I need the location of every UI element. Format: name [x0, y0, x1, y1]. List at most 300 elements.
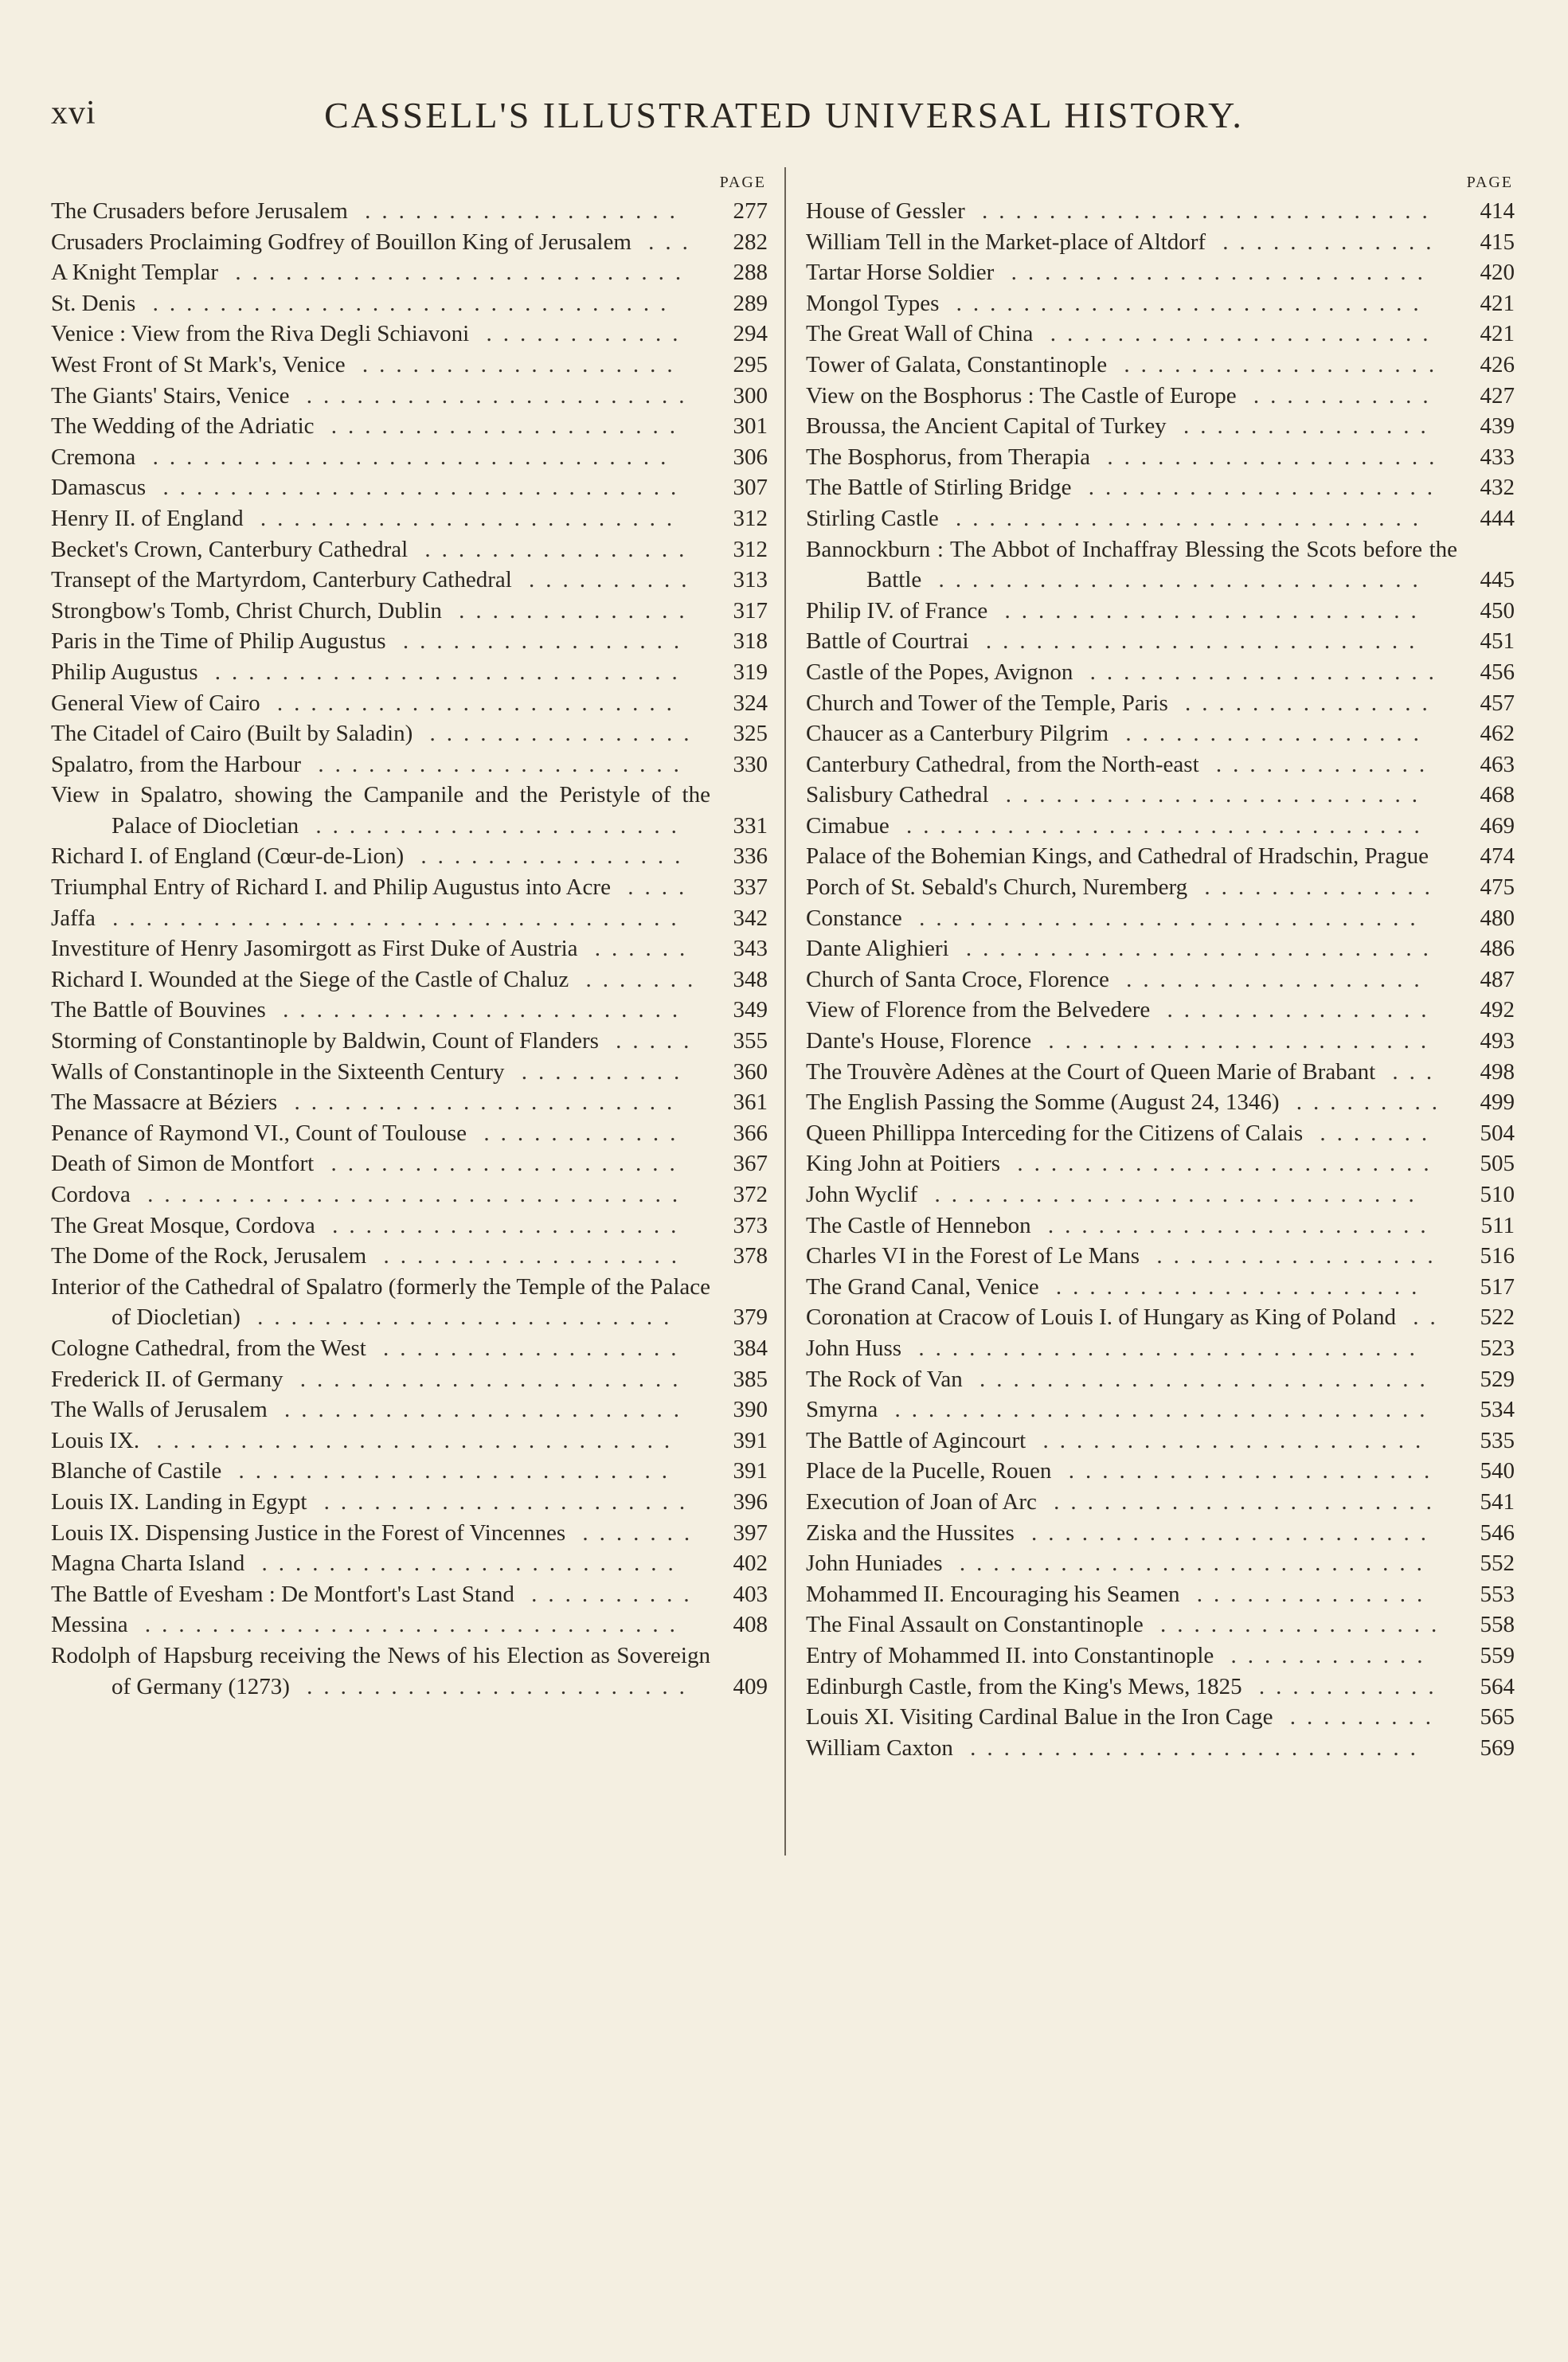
entry-title — [806, 1518, 1457, 1549]
entry-title-text: The Dome of the Rock, Jerusalem — [51, 1243, 367, 1269]
list-item — [51, 626, 768, 657]
list-item — [51, 1456, 768, 1487]
leader-dots: ........................... — [218, 260, 693, 286]
entry-title — [51, 319, 710, 350]
leader-dots: ....................... — [289, 1673, 696, 1699]
list-item — [51, 657, 768, 688]
leader-dots: ............. — [1206, 229, 1443, 255]
leader-dots: .. — [1395, 1304, 1447, 1331]
leader-dots: ................. — [1143, 1612, 1449, 1638]
entry-title — [806, 1456, 1457, 1487]
entry-title — [51, 995, 710, 1026]
list-item — [806, 1026, 1515, 1057]
list-item — [806, 872, 1515, 903]
entry-title — [51, 565, 710, 596]
leader-dots: .......... — [511, 567, 698, 593]
entry-page-number: 564 — [1480, 1673, 1515, 1699]
entry-title-text: Church and Tower of the Temple, Paris — [806, 690, 1168, 716]
leader-dots: ................................ — [130, 1182, 690, 1207]
entry-title-text: Cimabue — [806, 812, 890, 839]
entry-page-number: 546 — [1480, 1519, 1515, 1546]
entry-title-text: Becket's Crown, Canterbury Cathedral — [51, 536, 409, 562]
leader-dots: ...... — [577, 936, 697, 962]
list-item — [806, 626, 1515, 657]
entry-title-text: Canterbury Cathedral, from the North-east — [806, 751, 1199, 777]
leader-dots: ............................. — [921, 567, 1429, 593]
leader-dots: ........... — [1241, 1673, 1445, 1699]
entry-page-number: 348 — [733, 966, 768, 992]
entry-title-text: Queen Phillippa Interceding for the Citizens of Calais — [806, 1120, 1304, 1146]
entry-title-text: Execution of Joan of Arc — [806, 1488, 1037, 1515]
leader-dots: ......................... — [243, 505, 684, 531]
entry-page-number: 540 — [1480, 1458, 1515, 1484]
entry-title-text: Jaffa — [51, 905, 96, 931]
entry-title — [51, 472, 710, 503]
entry-title — [51, 1179, 710, 1210]
entry-title — [806, 1087, 1457, 1118]
entry-page-number: 367 — [733, 1151, 768, 1177]
list-item — [51, 995, 768, 1026]
leader-dots: ....................... — [1036, 1488, 1443, 1515]
entry-page-number: 289 — [733, 290, 768, 316]
entry-page-number: 451 — [1480, 628, 1515, 655]
entry-page-number: 349 — [733, 997, 768, 1023]
entry-title — [806, 749, 1457, 780]
entry-title — [806, 1609, 1457, 1640]
leader-dots: ... — [1375, 1058, 1444, 1085]
entry-page-number: 313 — [733, 567, 768, 593]
leader-dots: ....................... — [1031, 1028, 1438, 1054]
entry-page-number: 402 — [733, 1551, 768, 1577]
entry-title — [806, 596, 1457, 627]
entry-title — [806, 350, 1457, 381]
entry-title — [806, 227, 1457, 258]
entry-page-number: 282 — [733, 229, 768, 255]
leader-dots: .......................... — [221, 1458, 678, 1484]
leader-dots: ........................ — [267, 1397, 690, 1423]
list-item — [51, 1179, 768, 1210]
entry-title-text: West Front of St Mark's, Venice — [51, 351, 346, 377]
page-number: xvi — [51, 95, 96, 131]
list-item — [51, 534, 768, 565]
list-item — [806, 1272, 1515, 1303]
entry-page-number: 450 — [1480, 597, 1515, 624]
list-item — [51, 964, 768, 995]
entry-title — [806, 442, 1457, 473]
leader-dots: ......................... — [244, 1551, 685, 1577]
list-item — [51, 1118, 768, 1149]
entry-page-number: 492 — [1480, 997, 1515, 1023]
leader-dots: ............. — [1198, 751, 1437, 777]
list-item — [51, 1394, 768, 1425]
entry-page-number: 444 — [1480, 505, 1515, 531]
entry-page-number: 337 — [733, 874, 768, 901]
list-item — [806, 350, 1515, 381]
entry-title-text: Mohammed II. Encouraging his Seamen — [806, 1581, 1180, 1607]
entry-page-number: 420 — [1480, 260, 1515, 286]
entry-page-number: 318 — [733, 628, 768, 655]
entry-title — [51, 1333, 710, 1364]
entry-title — [806, 780, 1457, 811]
entry-title-text: The Giants' Stairs, Venice — [51, 382, 290, 409]
leader-dots: ................................ — [878, 1397, 1437, 1423]
entry-page-number: 384 — [733, 1335, 768, 1361]
entry-title — [806, 1487, 1457, 1518]
entry-title-text: Smyrna — [806, 1397, 878, 1423]
list-item — [51, 288, 768, 319]
list-item — [51, 718, 768, 749]
entry-title-text: Constance — [806, 905, 902, 931]
leader-dots: ................... — [347, 198, 686, 224]
entry-page-number: 421 — [1480, 290, 1515, 316]
leader-dots: ........................... — [964, 198, 1439, 224]
leader-dots: ...................... — [1038, 1273, 1429, 1300]
entry-page-number: 516 — [1480, 1243, 1515, 1269]
entry-title-text: Strongbow's Tomb, Christ Church, Dublin — [51, 597, 442, 624]
entry-title — [51, 626, 710, 657]
entry-title — [51, 657, 710, 688]
leader-dots: ....... — [565, 1519, 702, 1546]
list-item — [806, 1087, 1515, 1118]
list-item — [806, 503, 1515, 534]
entry-page-number: 421 — [1480, 321, 1515, 347]
entry-page-number: 510 — [1480, 1182, 1515, 1207]
leader-dots: ........................ — [1014, 1519, 1438, 1546]
leader-dots: .............. — [1187, 874, 1441, 901]
list-item — [51, 227, 768, 258]
entry-title — [51, 1057, 710, 1088]
entry-title-text: Church of Santa Croce, Florence — [806, 966, 1109, 992]
entry-title-text: William Tell in the Market-place of Altdorf — [806, 229, 1206, 255]
leader-dots: .................. — [366, 1335, 688, 1361]
list-item — [806, 1394, 1515, 1425]
entry-page-number: 373 — [733, 1212, 768, 1238]
entry-title — [51, 534, 710, 565]
list-item — [51, 1487, 768, 1518]
entry-title-text: General View of Cairo — [51, 690, 260, 716]
entry-title-text: Charles VI in the Forest of Le Mans — [806, 1243, 1140, 1269]
leader-dots: .............. — [441, 597, 696, 624]
entry-title-text: Cordova — [51, 1182, 131, 1207]
entry-page-number: 409 — [733, 1673, 768, 1699]
entry-page-number: 390 — [733, 1397, 768, 1423]
leader-dots: ................................ — [127, 1612, 686, 1638]
entry-title-text: Broussa, the Ancient Capital of Turkey — [806, 413, 1167, 440]
leader-dots: ............ — [469, 321, 690, 347]
list-item — [51, 1210, 768, 1242]
entry-title — [806, 288, 1457, 319]
page-column-label: PAGE — [1466, 174, 1513, 191]
illustration-list-right — [806, 196, 1515, 1763]
entry-title — [806, 1425, 1457, 1457]
list-item — [51, 1272, 768, 1333]
leader-dots: ...................... — [301, 751, 690, 777]
entry-title-text: Palace of the Bohemian Kings, and Cathedral of Hradschin, Prague — [806, 843, 1429, 870]
entry-title-text: Philip Augustus — [51, 659, 198, 685]
entry-page-number: 534 — [1480, 1397, 1515, 1423]
leader-dots: ............................... — [135, 290, 678, 316]
entry-title-text: Death of Simon de Montfort — [51, 1151, 315, 1177]
entry-title — [806, 1702, 1457, 1733]
leader-dots: ....................... — [1026, 1427, 1433, 1453]
entry-page-number: 426 — [1480, 351, 1515, 377]
entry-title — [806, 995, 1457, 1026]
entry-title — [806, 381, 1457, 412]
leader-dots: ............ — [1214, 1642, 1434, 1668]
entry-title — [806, 1026, 1457, 1057]
leader-dots: ............................... — [135, 444, 678, 470]
leader-dots: .................................. — [95, 905, 688, 931]
leader-dots: ........................ — [260, 690, 683, 716]
entry-title-text: The Grand Canal, Venice — [806, 1273, 1039, 1300]
list-item — [51, 257, 768, 288]
leader-dots: ........................... — [952, 1734, 1427, 1761]
list-item — [51, 872, 768, 903]
running-title: CASSELL'S ILLUSTRATED UNIVERSAL HISTORY. — [324, 95, 1244, 135]
entry-page-number: 486 — [1480, 936, 1515, 962]
entry-title-text: Bannockburn : The Abbot of Inchaffray Blessing the Scots before the Battle — [806, 536, 1457, 593]
entry-page-number: 498 — [1480, 1058, 1515, 1085]
entry-title — [806, 1057, 1457, 1088]
entry-page-number: 330 — [733, 751, 768, 777]
entry-page-number: 517 — [1480, 1273, 1515, 1300]
list-item — [806, 841, 1515, 872]
entry-page-number: 366 — [733, 1120, 768, 1146]
entry-title — [806, 626, 1457, 657]
entry-title-text: View of Florence from the Belvedere — [806, 997, 1151, 1023]
entry-page-number: 433 — [1480, 444, 1515, 470]
entry-title — [51, 1210, 710, 1242]
entry-title-text: Penance of Raymond VI., Count of Toulouse — [51, 1120, 467, 1146]
leader-dots: .......................... — [968, 628, 1426, 655]
page-header — [0, 94, 1568, 142]
list-item — [806, 995, 1515, 1026]
entry-title-text: Triumphal Entry of Richard I. and Philip Augustus into Acre — [51, 874, 611, 901]
entry-page-number: 462 — [1480, 721, 1515, 747]
entry-page-number: 541 — [1480, 1488, 1515, 1515]
entry-title-text: The Wedding of the Adriatic — [51, 413, 315, 440]
entry-title-text: The Rock of Van — [806, 1366, 963, 1392]
leader-dots: ....... — [569, 966, 705, 992]
entry-title-text: Richard I. of England (Cœur-de-Lion) — [51, 843, 405, 870]
list-item — [806, 1672, 1515, 1703]
list-item — [806, 811, 1515, 842]
entry-title-text: Place de la Pucelle, Rouen — [806, 1458, 1052, 1484]
entry-title-text: The Citadel of Cairo (Built by Saladin) — [51, 721, 413, 747]
entry-page-number: 475 — [1480, 874, 1515, 901]
entry-page-number: 379 — [733, 1304, 768, 1331]
list-item — [51, 1518, 768, 1549]
entry-title-text: Chaucer as a Canterbury Pilgrim — [806, 721, 1109, 747]
entry-page-number: 552 — [1480, 1551, 1515, 1577]
entry-title — [806, 1733, 1457, 1764]
entry-title-text: King John at Poitiers — [806, 1151, 1001, 1177]
entry-title — [51, 257, 710, 288]
entry-page-number: 343 — [733, 936, 768, 962]
entry-page-number: 415 — [1480, 229, 1515, 255]
entry-title-text: Battle of Courtrai — [806, 628, 969, 655]
leader-dots: .................. — [366, 1243, 688, 1269]
entry-page-number: 414 — [1480, 198, 1515, 224]
leader-dots: ......... — [1279, 1089, 1449, 1116]
leader-dots: ...................... — [307, 1488, 697, 1515]
entry-title-text: The Final Assault on Constantinople — [806, 1612, 1144, 1638]
list-item — [51, 1364, 768, 1395]
entry-page-number: 565 — [1480, 1704, 1515, 1730]
list-item — [51, 749, 768, 780]
entry-title — [51, 1609, 710, 1640]
list-item — [51, 1087, 768, 1118]
entry-title — [51, 1487, 710, 1518]
entry-title — [806, 534, 1457, 596]
entry-title-text: St. Denis — [51, 290, 136, 316]
entry-page-number: 493 — [1480, 1028, 1515, 1054]
entry-title — [51, 903, 710, 934]
leader-dots: .................... — [1090, 444, 1446, 470]
entry-page-number: 306 — [733, 444, 768, 470]
leader-dots: .............................. — [901, 905, 1427, 931]
entry-page-number: 487 — [1480, 966, 1515, 992]
entry-page-number: 300 — [733, 382, 768, 409]
leader-dots: ......................... — [994, 260, 1434, 286]
list-item — [806, 718, 1515, 749]
entry-title — [806, 1364, 1457, 1395]
list-item — [806, 1487, 1515, 1518]
entry-page-number: 317 — [733, 597, 768, 624]
list-item — [806, 688, 1515, 719]
leader-dots: ....................... — [1030, 1212, 1437, 1238]
entry-page-number: 385 — [733, 1366, 768, 1392]
leader-dots: ............................ — [197, 659, 689, 685]
entry-title-text: The Walls of Jerusalem — [51, 1397, 268, 1423]
entry-page-number: 469 — [1480, 812, 1515, 839]
entry-page-number: 480 — [1480, 905, 1515, 931]
list-item — [806, 1579, 1515, 1610]
leader-dots: ....... — [1303, 1120, 1439, 1146]
list-item — [806, 442, 1515, 473]
list-item — [51, 503, 768, 534]
entry-title-text: The Trouvère Adènes at the Court of Queen Marie of Brabant — [806, 1058, 1376, 1085]
list-item — [806, 381, 1515, 412]
entry-title-text: Paris in the Time of Philip Augustus — [51, 628, 386, 655]
list-item — [51, 472, 768, 503]
entry-title — [51, 1272, 710, 1333]
entry-title — [806, 718, 1457, 749]
entry-page-number: 403 — [733, 1581, 768, 1607]
entry-title — [51, 841, 710, 872]
entry-page-number: 439 — [1480, 413, 1515, 440]
entry-title — [51, 442, 710, 473]
list-item — [806, 596, 1515, 627]
entry-page-number: 463 — [1480, 751, 1515, 777]
list-item — [51, 1609, 768, 1640]
entry-title-text: Storming of Constantinople by Baldwin, Count of Flanders — [51, 1028, 599, 1054]
list-item — [51, 411, 768, 442]
leader-dots: ..................... — [1073, 659, 1445, 685]
entry-title — [51, 227, 710, 258]
leader-dots: ................. — [385, 628, 691, 655]
entry-title-text: Philip IV. of France — [806, 597, 988, 624]
entry-title-text: Transept of the Martyrdom, Canterbury Cathedral — [51, 567, 512, 593]
entry-title-text: Tartar Horse Soldier — [806, 260, 995, 286]
entry-page-number: 295 — [733, 351, 768, 377]
list-item — [806, 1241, 1515, 1272]
leader-dots: .................. — [1109, 966, 1431, 992]
entry-page-number: 569 — [1480, 1734, 1515, 1761]
list-item — [806, 534, 1515, 596]
entry-title — [51, 688, 710, 719]
leader-dots: ............... — [1167, 690, 1439, 716]
entry-title-text: John Huniades — [806, 1551, 943, 1577]
list-item — [51, 1579, 768, 1610]
list-item — [806, 319, 1515, 350]
entry-title — [51, 1456, 710, 1487]
entry-title — [806, 903, 1457, 934]
entry-page-number: 558 — [1480, 1612, 1515, 1638]
entry-page-number: 511 — [1480, 1212, 1515, 1238]
entry-title — [806, 1241, 1457, 1272]
entry-page-number: 457 — [1480, 690, 1515, 716]
entry-title — [51, 1394, 710, 1425]
leader-dots: ............... — [1166, 413, 1437, 440]
entry-page-number: 355 — [733, 1028, 768, 1054]
list-item — [806, 964, 1515, 995]
left-column — [51, 174, 768, 1702]
entry-title — [806, 933, 1457, 964]
entry-title-text: Cremona — [51, 444, 136, 470]
leader-dots: ..................... — [315, 1212, 688, 1238]
list-item — [51, 1057, 768, 1088]
entry-page-number: 361 — [733, 1089, 768, 1116]
entry-title — [806, 1672, 1457, 1703]
entry-title-text: Frederick II. of Germany — [51, 1366, 283, 1392]
leader-dots: ......................... — [1000, 1151, 1441, 1177]
entry-title-text: Coronation at Cracow of Louis I. of Hungary as King of Poland — [806, 1304, 1396, 1331]
leader-dots: ..................... — [314, 413, 687, 440]
entry-page-number: 288 — [733, 260, 768, 286]
entry-title — [51, 1026, 710, 1057]
list-item — [806, 1702, 1515, 1733]
list-item — [51, 1026, 768, 1057]
leader-dots: ................ — [413, 721, 701, 747]
list-item — [806, 1733, 1515, 1764]
list-item — [806, 196, 1515, 227]
list-item — [51, 196, 768, 227]
leader-dots: ......... — [1273, 1704, 1442, 1730]
entry-title-text: The Massacre at Béziers — [51, 1089, 278, 1116]
entry-page-number: 445 — [1480, 567, 1515, 593]
entry-title — [806, 1179, 1457, 1210]
entry-title — [806, 1302, 1457, 1333]
entry-page-number: 277 — [733, 198, 768, 224]
entry-title-text: Damascus — [51, 475, 147, 501]
entry-title — [806, 657, 1457, 688]
entry-page-number: 319 — [733, 659, 768, 685]
entry-title — [806, 964, 1457, 995]
entry-page-number: 391 — [733, 1427, 768, 1453]
list-item — [806, 411, 1515, 442]
entry-title-text: Blanche of Castile — [51, 1458, 222, 1484]
list-item — [51, 780, 768, 841]
list-item — [806, 1364, 1515, 1395]
entry-page-number: 342 — [733, 905, 768, 931]
list-item — [51, 1148, 768, 1179]
leader-dots: ........................... — [962, 1366, 1437, 1392]
entry-title-text: Louis IX. Landing in Egypt — [51, 1488, 307, 1515]
entry-title — [51, 749, 710, 780]
entry-title — [51, 596, 710, 627]
leader-dots: ............................ — [948, 936, 1440, 962]
